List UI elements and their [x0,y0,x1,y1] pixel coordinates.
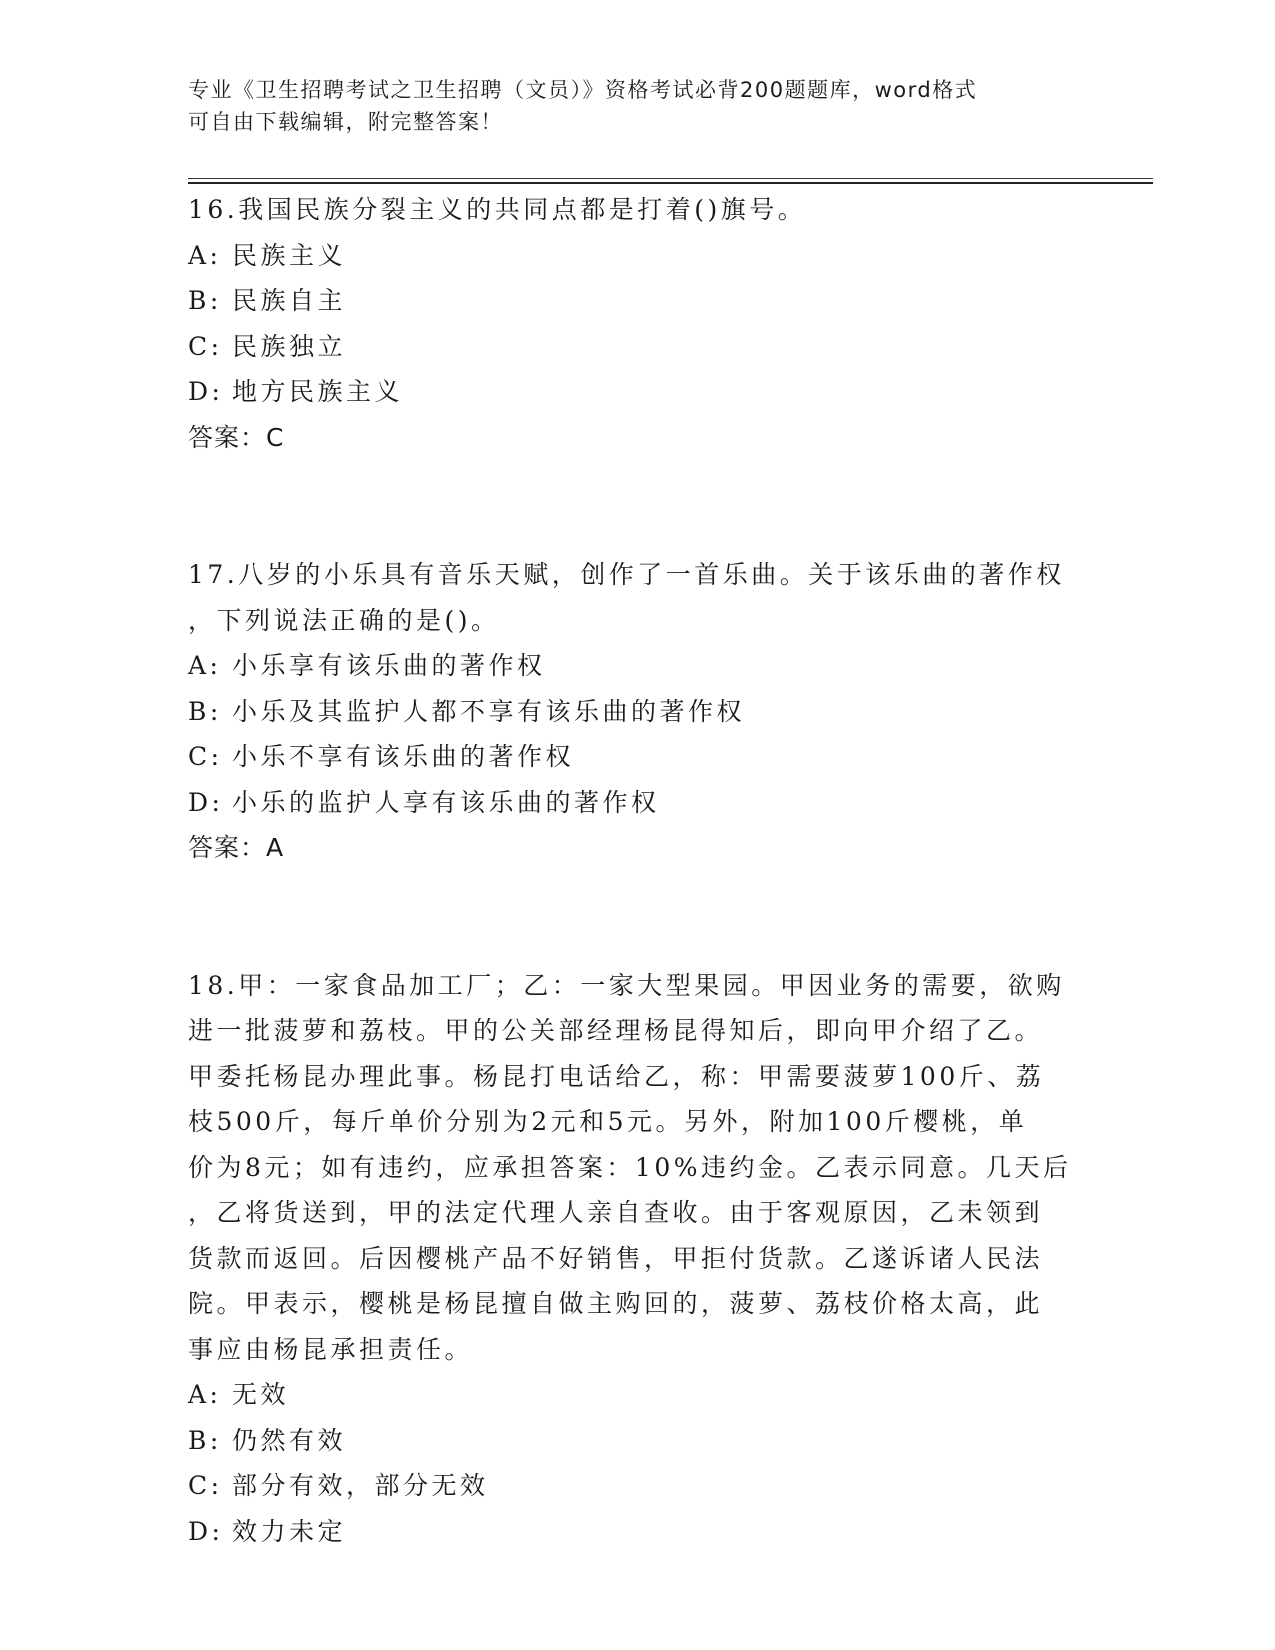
answer-label: 答案：C [188,422,285,452]
option-text: 地方民族主义 [232,377,404,406]
option-d [188,1509,1088,1555]
option-text: 小乐享有该乐曲的著作权 [232,651,546,680]
question-16 [188,187,1088,460]
question-stem-line: ，乙将货送到，甲的法定代理人亲自查收。由于客观原因，乙未领到 [188,1198,1044,1227]
option-c [188,1463,1088,1509]
question-stem-line: 甲委托杨昆办理此事。杨昆打电话给乙，称：甲需要菠萝100斤、荔 [188,1061,1045,1091]
option-text: 无效 [232,1380,290,1409]
option-d [188,369,1088,415]
option-text: 仍然有效 [232,1425,347,1455]
option-letter: D: [188,787,224,817]
question-stem-line: 16.我国民族分裂主义的共同点都是打着()旗号。 [188,195,807,224]
option-letter: A: [188,651,222,680]
question-stem-line: 18.甲：一家食品加工厂；乙：一家大型果园。甲因业务的需要，欲购 [188,970,1065,1000]
question-stem-line: ，下列说法正确的是()。 [188,605,500,635]
option-a [188,1372,1088,1418]
option-c [188,734,1088,780]
question-stem-line: 院。甲表示，樱桃是杨昆擅自做主购回的，菠萝、荔枝价格太高，此 [188,1289,1044,1318]
option-letter: A: [188,1380,222,1409]
option-text: 小乐不享有该乐曲的著作权 [232,742,575,771]
option-letter: B: [188,286,222,315]
header-divider-thin [188,178,1153,179]
option-letter: B: [188,696,222,726]
option-a [188,233,1088,279]
option-text: 小乐及其监护人都不享有该乐曲的著作权 [232,696,746,726]
option-b [188,1418,1088,1464]
option-letter: C: [188,331,223,361]
header-line-2: 可自由下载编辑，附完整答案！ [188,110,503,134]
option-text: 民族主义 [232,240,347,270]
question-stem-line: 价为8元；如有违约，应承担答案：10%违约金。乙表示同意。几天后 [188,1152,1072,1182]
option-text: 部分有效，部分无效 [232,1471,489,1500]
option-text: 民族自主 [232,286,347,315]
header-line-1: 专业《卫生招聘考试之卫生招聘（文员）》资格考试必背200题题库，word格式 [188,78,978,102]
question-stem-line: 17.八岁的小乐具有音乐天赋，创作了一首乐曲。关于该乐曲的著作权 [188,560,1065,589]
option-letter: B: [188,1425,222,1455]
question-stem-line: 枝500斤，每斤单价分别为2元和5元。另外，附加100斤樱桃，单 [188,1107,1028,1136]
option-letter: D: [188,1516,224,1546]
question-stem-line: 货款而返回。后因樱桃产品不好销售，甲拒付货款。乙遂诉诸人民法 [188,1243,1044,1273]
option-letter: A: [188,240,222,270]
question-17 [188,552,1088,871]
option-letter: D: [188,377,224,406]
question-stem-line: 事应由杨昆承担责任。 [188,1334,474,1364]
option-a [188,643,1088,689]
question-spacer [188,871,1088,963]
option-letter: C: [188,1471,223,1500]
question-list [188,187,1088,1554]
question-spacer [188,460,1088,552]
option-d [188,780,1088,826]
header-divider-thick [188,182,1153,184]
option-letter: C: [188,742,223,771]
option-text: 小乐的监护人享有该乐曲的著作权 [232,787,660,817]
option-text: 民族独立 [232,331,347,361]
option-c [188,324,1088,370]
option-b [188,278,1088,324]
document-header [188,74,1068,138]
option-b [188,689,1088,735]
question-18 [188,963,1088,1555]
answer-label: 答案：A [188,833,285,862]
question-stem-line: 进一批菠萝和荔枝。甲的公关部经理杨昆得知后，即向甲介绍了乙。 [188,1016,1044,1045]
option-text: 效力未定 [232,1516,347,1546]
